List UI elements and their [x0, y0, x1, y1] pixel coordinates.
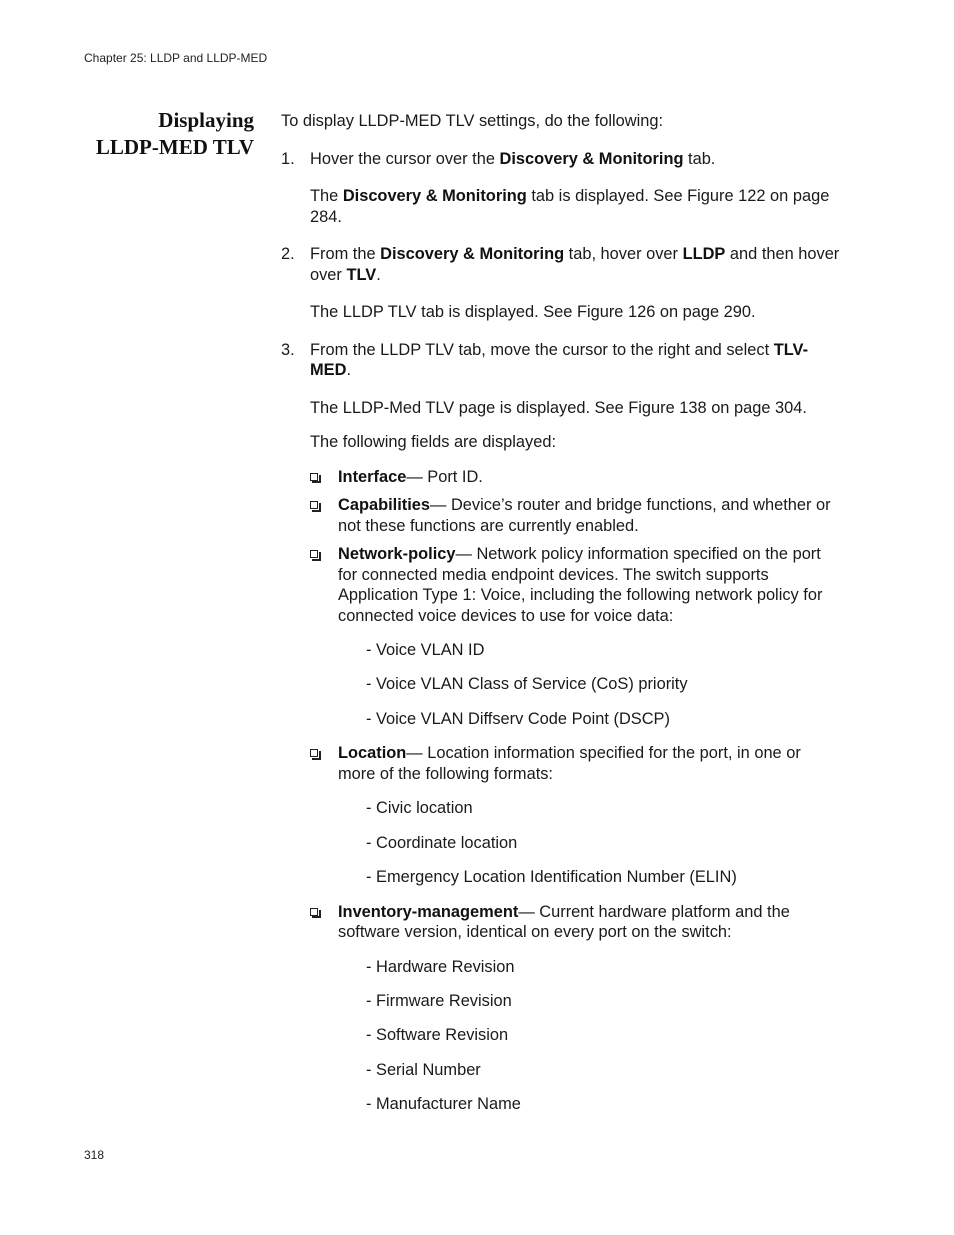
list-item: - Serial Number	[366, 1060, 481, 1079]
section-heading	[60, 107, 254, 161]
sub-list	[338, 798, 841, 887]
field-location: Location— Location information specified for the port, in one or more of the following formats: - Civic location - Coordinate location - Emergency Location Identification Number (ELIN)	[310, 743, 841, 887]
list-item: - Hardware Revision	[366, 957, 515, 976]
field-list	[281, 467, 841, 1115]
step-text: From the Discovery & Monitoring tab, hover over LLDP and then hover over TLV.	[310, 245, 840, 284]
sub-list	[338, 640, 841, 729]
list-item: - Emergency Location Identification Number (ELIN)	[366, 868, 737, 887]
chapter-header: Chapter 25: LLDP and LLDP-MED	[84, 51, 268, 65]
step-number: 2.	[281, 245, 295, 263]
checkbox-bullet-icon	[310, 550, 318, 558]
section-heading-line-2: LLDP-MED TLV	[95, 135, 254, 159]
step-number: 1.	[281, 149, 295, 168]
list-item: - Coordinate location	[366, 833, 518, 852]
step-2-result: The LLDP TLV tab is displayed. See Figure 126 on page 290.	[310, 303, 756, 321]
field-inventory-management: Inventory-management— Current hardware platform and the software version, identical on every port on the switch: - Hardware Revision - Firmware Revision - Software Revision - Serial Number - Manufacturer Name	[310, 902, 841, 1115]
checkbox-bullet-icon	[310, 749, 318, 757]
field-capabilities: Capabilities— Device’s router and bridge functions, and whether or not these functions are currently enabled.	[310, 495, 841, 536]
fields-intro: The following fields are displayed:	[310, 433, 556, 451]
step-2	[281, 244, 841, 285]
page-number: 318	[84, 1148, 105, 1162]
step-3-result: The LLDP-Med TLV page is displayed. See Figure 138 on page 304.	[310, 398, 807, 417]
list-item: - Voice VLAN Diffserv Code Point (DSCP)	[366, 709, 670, 728]
step-1-result: The Discovery & Monitoring tab is displayed. See Figure 122 on page 284.	[310, 187, 830, 226]
field-interface: Interface— Port ID.	[310, 467, 841, 488]
list-item: - Voice VLAN Class of Service (CoS) priority	[366, 675, 688, 694]
list-item: - Civic location	[366, 799, 473, 818]
section-body	[281, 111, 841, 1129]
step-number: 3.	[281, 340, 295, 359]
checkbox-bullet-icon	[310, 908, 318, 916]
checkbox-bullet-icon	[310, 473, 318, 481]
list-item: - Firmware Revision	[366, 991, 512, 1010]
list-item: - Manufacturer Name	[366, 1095, 521, 1114]
section-heading-line-1: Displaying	[158, 108, 254, 132]
step-3	[281, 340, 841, 381]
step-text: Hover the cursor over the Discovery & Monitoring tab.	[310, 149, 716, 168]
step-1	[281, 149, 841, 170]
list-item: - Software Revision	[366, 1026, 509, 1045]
checkbox-bullet-icon	[310, 501, 318, 509]
sub-list	[338, 957, 841, 1115]
step-text: From the LLDP TLV tab, move the cursor to the right and select TLV-MED.	[310, 340, 809, 379]
list-item: - Voice VLAN ID	[366, 641, 485, 659]
intro-text: To display LLDP-MED TLV settings, do the following:	[281, 112, 664, 130]
field-network-policy: Network-policy— Network policy information specified on the port for connected media endpoint devices. The switch supports Application Type 1: Voice, including the following network policy for connected voice devices to use for voice data: - Voice VLAN ID - Voice VLAN Class of Service (CoS) priority - Voice VLAN Diffserv Code Point (DSCP)	[310, 544, 841, 729]
